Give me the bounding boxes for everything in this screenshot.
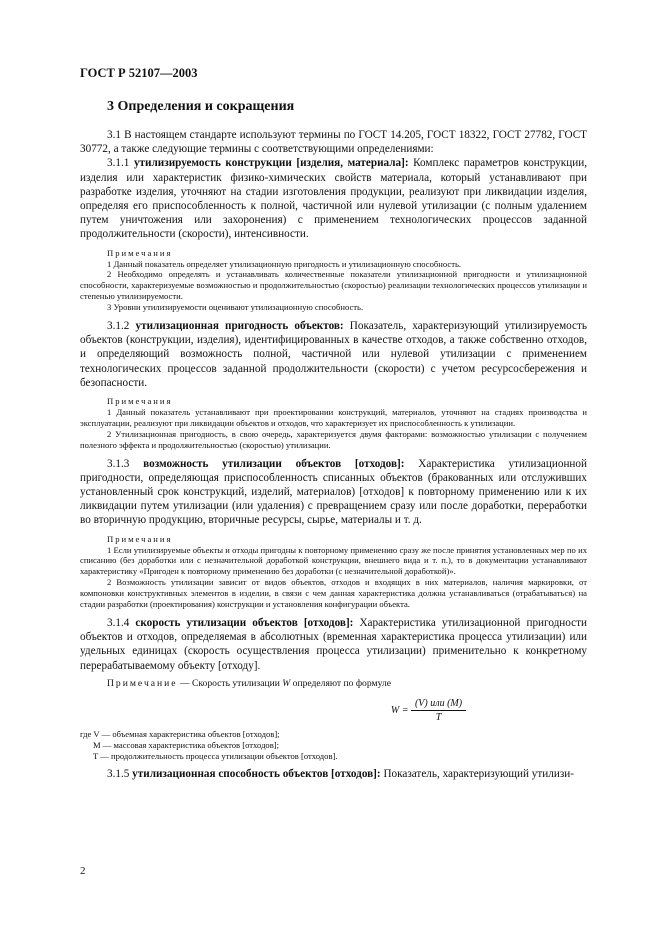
page-number: 2 (80, 865, 86, 877)
note-item: 2 Возможность утилизации зависит от видов объектов, отходов и входящих в них материалов, наличия маркировки, от компоновки конструктивных элементов в изделии, в связи с чем данная характеристика должна устанавливаться (отрабатываться) на стадии разработки (проектирования) конструкции и установления конфигурации объекта. (80, 577, 587, 610)
term-definition: Комплекс параметров конструкции, изделия или характеристик физико-химических свойств материала, который устанавливают при разработке изделия, уточняют на стадии изготовления продукции, реализуют при ликвидации изделия, определяя его приспособленность к полной, частичной или нулевой утилизации (с полным удалением путем уничтожения или захоронения) с применением технологических процессов заданной продолжительности (скорости), интенсивности. (80, 157, 587, 241)
term-number: 3.1.4 (107, 616, 130, 629)
paragraph-3-1: 3.1 В настоящем стандарте используют термины по ГОСТ 14.205, ГОСТ 18322, ГОСТ 27782, ГОСТ 30772, а также следующие термины с соответствующими определениями: (80, 129, 587, 156)
formula-denominator: T (435, 711, 442, 723)
term-3-1-4 (80, 616, 587, 673)
legend-line: где V — объемная характеристика объектов [отходов]; (80, 728, 280, 739)
term-name: утилизируемость конструкции [изделия, материала]: (133, 157, 409, 170)
formula-lhs: W = (390, 704, 409, 716)
note-item: 2 Необходимо определять и устанавливать количественные показатели утилизационной пригодности и утилизационной способности, характеризуемые возможностью и продолжительностью (скоростью) реализации технологических процессов утилизации и степенью утилизируемости. (80, 269, 587, 302)
term-3-1-3 (80, 457, 587, 528)
notes-heading: Примечания (107, 396, 173, 407)
term-number: 3.1.5 (107, 768, 130, 781)
term-3-1-5 (80, 767, 587, 781)
note-text: — Скорость утилизации (177, 677, 283, 689)
note-item: 1 Данный показатель определяет утилизационную пригодность и утилизационную способность. (107, 258, 462, 269)
formula (80, 698, 587, 723)
note-item: 1 Данный показатель устанавливают при проектировании конструкций, материалов, уточняют на стадиях производства и эксплуатации, реализуют при ликвидации объектов и отходов, что характеризует их приспособленность к утилизации. (80, 406, 587, 428)
formula-fraction (411, 698, 466, 723)
note-item: 3 Уровни утилизируемости оценивают утилизационную способность. (107, 302, 364, 313)
formula-legend (80, 729, 587, 762)
notes-heading: Примечания (107, 247, 173, 258)
term-name: возможность утилизации объектов [отходов]: (143, 457, 405, 470)
legend-line: T — продолжительность процесса утилизации объектов [отходов]. (93, 750, 338, 761)
term-definition: Характеристика утилизационной пригодности, определяющая приспособленность списанных объектов (бракованных или отслуживших установленный срок конструкций, изделий, материалов) [отходов] к повторному применению или к их ликвидации путем утилизации (или удаления) с превращением сразу или после доработки, переработки во вторичную продукцию, вторичные ресурсы, сырье, материалы и т. д. (80, 457, 588, 527)
section-title: 3 Определения и сокращения (107, 99, 295, 114)
term-definition: Показатель, характеризующий утилизи- (383, 768, 574, 781)
term-number: 3.1.1 (107, 157, 130, 170)
note-item: 1 Если утилизируемые объекты и отходы пригодны к повторному применению сразу же после принятия установленных мер по их списанию (без доработки или с незначительной доработкой конструкции, внешнего вида и т. п.), то в документации устанавливают характеристику «Пригоден к повторному применению без доработки (с незначительной доработкой)». (80, 544, 587, 577)
term-3-1-2 (80, 319, 587, 390)
term-name: утилизационная пригодность объектов: (135, 320, 344, 333)
term-definition: Характеристика утилизационной пригодности объектов и отходов, определяемая в абсолютных (временная характеристика процесса утилизации) или удельных единицах (скорость осуществления процесса утилизации) применительно к конкретному перерабатываемому объекту [отходу]. (80, 616, 588, 672)
notes-heading: Примечания (107, 533, 173, 544)
formula-numerator: (V) или (M) (411, 698, 466, 711)
document-body (80, 128, 587, 782)
term-name: скорость утилизации объектов [отходов]: (135, 616, 354, 629)
term-definition: Показатель, характеризующий утилизируемость объектов (конструкции, изделия), идентифицированных в качестве отходов, а также собственно отходов, и определяющий возможность полной, частичной или нулевой утилизации с применением технологических процессов заданной продолжительности (скорости) с учетом ресурсосбережения и безопасности. (80, 320, 587, 389)
legend-line: M — массовая характеристика объектов [отходов]; (93, 739, 280, 750)
formula-symbol: W (282, 677, 291, 689)
term-name: утилизационная способность объектов [отходов]: (132, 768, 381, 781)
note-item: 2 Утилизационная пригодность, в свою очередь, характеризуется двумя факторами: возможностью утилизации с получением полезного эффекта и продолжительностью (скоростью) утилизации. (80, 428, 587, 450)
document-header: ГОСТ Р 52107—2003 (80, 66, 198, 80)
term-3-1-1 (80, 156, 587, 241)
term-number: 3.1.2 (107, 320, 130, 333)
note-3-1-4 (80, 679, 587, 690)
term-number: 3.1.3 (107, 457, 130, 470)
note-tail: определяют по формуле (290, 677, 391, 689)
note-label: Примечание (107, 677, 178, 689)
